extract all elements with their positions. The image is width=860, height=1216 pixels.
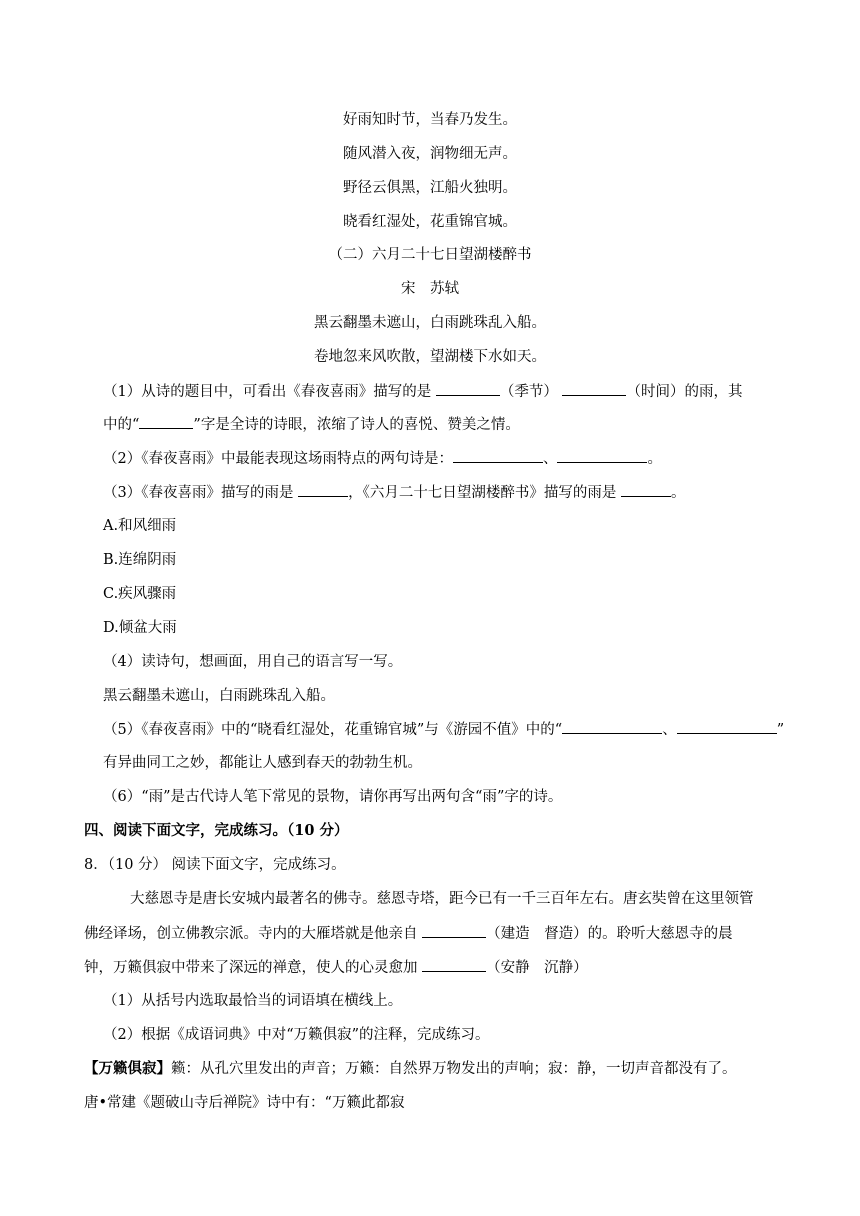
answer-blank-poem-eye[interactable] [139, 414, 193, 429]
question-1-text-d: 中的“ [103, 417, 140, 433]
question-1 [103, 381, 742, 402]
poem2-line-2: 卷地忽来风吹散，望湖楼下水如天。 [314, 349, 546, 365]
question-2-sep: 、 [542, 451, 558, 467]
answer-blank-build[interactable] [422, 923, 486, 938]
answer-blank-line-1[interactable] [453, 448, 543, 463]
question-3-text-b: ，《六月二十七日望湖楼醉书》描写的雨是 [348, 485, 617, 501]
dictionary-headword: 【万籁俱寂】 [84, 1060, 171, 1077]
question-1-text-a: （1）从诗的题目中，可看出《春夜喜雨》描写的是 [103, 384, 432, 400]
question-1-text-e: ”字是全诗的诗眼，浓缩了诗人的喜悦、赞美之情。 [193, 417, 520, 433]
poem1-line-4: 晓看红湿处，花重锦官城。 [343, 214, 517, 230]
passage-line-1: 大慈恩寺是唐长安城内最著名的佛寺。慈恩寺塔，距今已有一千三百年左右。唐玄奘曾在这里领管 [130, 891, 754, 907]
passage-line-3-b: （安静 沉静） [486, 960, 588, 976]
answer-blank-time[interactable] [562, 381, 626, 396]
passage-line-3-a: 钟，万籁俱寂中带来了深远的禅意，使人的心灵愈加 [84, 960, 418, 976]
answer-blank-line-2[interactable] [557, 448, 647, 463]
section-4-heading: 四、阅读下面文字，完成练习。（10 分） [84, 822, 349, 839]
question-5-text-a: （5）《春夜喜雨》中的“晓看红湿处，花重锦官城”与《游园不值》中的“ [103, 722, 563, 738]
question-5-end: ” [776, 722, 785, 738]
poem2-author: 宋 苏轼 [401, 281, 459, 297]
option-c[interactable]: C.疾风骤雨 [103, 586, 177, 602]
answer-blank-rain-2[interactable] [621, 482, 671, 497]
option-d[interactable]: D.倾盆大雨 [103, 620, 177, 636]
poem2-title: （二）六月二十七日望湖楼醉书 [328, 247, 532, 263]
sub-question-1: （1）从括号内选取最恰当的词语填在横线上。 [103, 993, 403, 1009]
question-3-end: 。 [670, 485, 686, 501]
answer-blank-season[interactable] [436, 381, 500, 396]
question-4: （4）读诗句，想画面，用自己的语言写一写。 [103, 654, 403, 670]
dictionary-citation: 唐•常建《题破山寺后禅院》诗中有：“万籁此都寂 [84, 1095, 405, 1111]
passage-line-3 [84, 957, 588, 978]
dictionary-definition: 籁：从孔穴里发出的声音；万籁：自然界万物发出的声响；寂：静，一切声音都没有了。 [171, 1061, 737, 1077]
answer-blank-poem-line-a[interactable] [562, 719, 662, 734]
answer-blank-quiet[interactable] [422, 957, 486, 972]
question-4-quote: 黑云翻墨未遮山，白雨跳珠乱入船。 [103, 688, 335, 704]
passage-line-2-a: 佛经译场，创立佛教宗派。寺内的大雁塔就是他亲自 [84, 926, 418, 942]
poem1-line-2: 随风潜入夜，润物细无声。 [343, 146, 517, 162]
poem1-line-3: 野径云俱黑，江船火独明。 [343, 180, 517, 196]
question-1-cont [103, 414, 520, 435]
question-1-text-b: （季节） [499, 384, 558, 400]
question-2 [103, 448, 662, 469]
dictionary-entry [84, 1059, 737, 1079]
sub-question-2: （2）根据《成语词典》中对“万籁俱寂”的注释，完成练习。 [103, 1027, 490, 1043]
option-b[interactable]: B.连绵阴雨 [103, 552, 177, 568]
answer-blank-poem-line-b[interactable] [677, 719, 777, 734]
question-5 [103, 719, 784, 740]
question-5-cont: 有异曲同工之妙，都能让人感到春天的勃勃生机。 [103, 755, 422, 771]
option-a[interactable]: A.和风细雨 [103, 518, 177, 534]
question-5-sep: 、 [662, 722, 677, 738]
passage-line-2-b: （建造 督造）的。聆听大慈恩寺的晨 [486, 926, 733, 942]
poem1-line-1: 好雨知时节，当春乃发生。 [343, 112, 517, 128]
passage-line-2 [84, 923, 733, 944]
question-8: 8．（10 分） 阅读下面文字，完成练习。 [84, 857, 346, 873]
question-3 [103, 482, 685, 503]
question-2-end: 。 [647, 451, 662, 467]
question-3-text-a: （3）《春夜喜雨》描写的雨是 [103, 485, 294, 501]
question-2-text: （2）《春夜喜雨》中最能表现这场雨特点的两句诗是： [103, 451, 453, 467]
question-1-text-c: （时间）的雨，其 [626, 384, 743, 400]
poem2-line-1: 黑云翻墨未遮山，白雨跳珠乱入船。 [314, 315, 546, 331]
question-6: （6）“雨”是古代诗人笔下常见的景物，请你再写出两句含“雨”字的诗。 [103, 789, 563, 805]
answer-blank-rain-1[interactable] [298, 482, 348, 497]
